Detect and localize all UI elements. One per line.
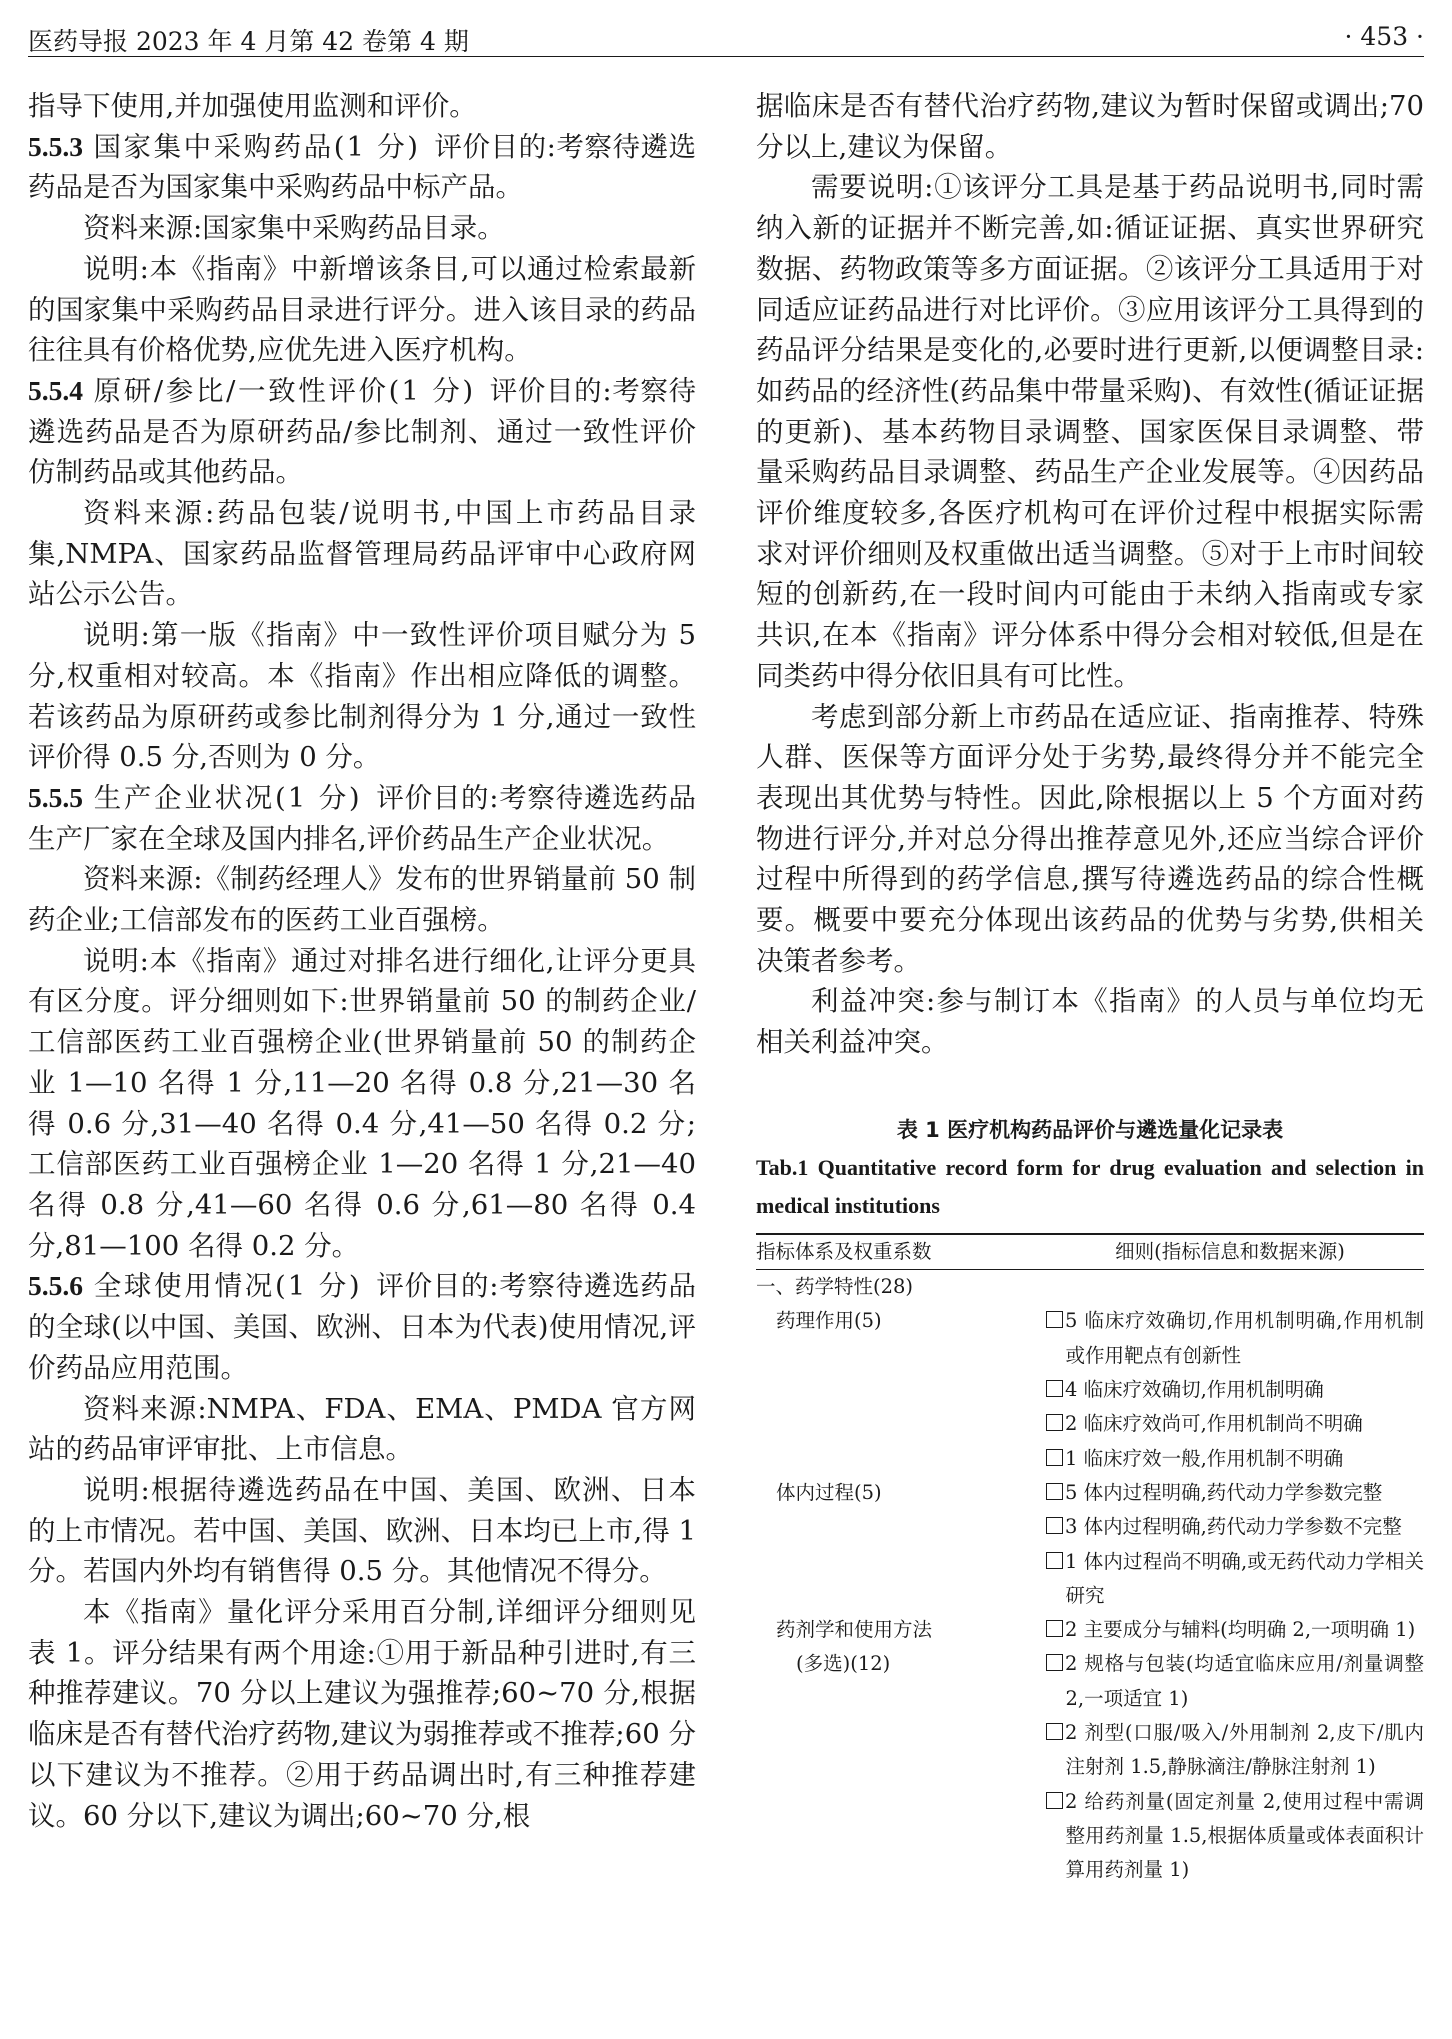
left-column <box>28 86 696 1836</box>
table-header <box>756 1235 1424 1270</box>
table-caption: 表 1 医疗机构药品评价与遴选量化记录表 <box>896 1117 1284 1142</box>
paragraph: 资料来源:《制药经理人》发布的世界销量前 50 制药企业;工信部发布的医药工业百强榜。 <box>28 863 696 937</box>
checkbox[interactable] <box>1046 1449 1063 1466</box>
paragraph: 说明:第一版《指南》中一致性评价项目赋分为 5 分,权重相对较高。本《指南》作出相应降低的调整。若该药品为原研药或参比制剂得分为 1 分,通过一致性评价得 0.5 分,否则为 0 分。 <box>28 619 696 774</box>
paragraph: 资料来源:国家集中采购药品目录。 <box>83 212 505 245</box>
section-text: 评价目的:考察待遴选药品生产厂家在全球及国内排名,评价药品生产企业状况。 <box>28 781 696 855</box>
section-number: 5.5.4 <box>28 374 83 406</box>
indicator-label: 体内过程(5) <box>776 1480 882 1504</box>
section-text: 评价目的:考察待遴选药品的全球(以中国、美国、欧洲、日本为代表)使用情况,评价药品应用范围。 <box>28 1270 696 1384</box>
checkbox[interactable] <box>1046 1792 1063 1809</box>
column-header: 指标体系及权重系数 <box>756 1239 932 1263</box>
checkbox[interactable] <box>1046 1311 1063 1328</box>
section-number: 5.5.5 <box>28 781 83 813</box>
table-row <box>756 1476 1424 1613</box>
option-item: 2 主要成分与辅料(均明确 2,一项明确 1) <box>1046 1613 1424 1647</box>
option-item: 2 给药剂量(固定剂量 2,使用过程中需调整用药剂量 1.5,根据体质量或体表面积计算用药剂量 1) <box>1046 1785 1424 1888</box>
option-item: 5 体内过程明确,药代动力学参数完整 <box>1046 1476 1424 1510</box>
section-text: 评价目的:考察待遴选药品是否为国家集中采购药品中标产品。 <box>28 130 697 204</box>
right-column <box>756 86 1424 1888</box>
journal-issue: 医药导报 2023 年 4 月第 42 卷第 4 期 <box>28 27 469 56</box>
section-title: 全球使用情况(1 分) <box>93 1270 362 1303</box>
option-item: 1 体内过程尚不明确,或无药代动力学相关研究 <box>1046 1545 1424 1614</box>
section-5-5-4 <box>28 371 696 493</box>
paragraph: 据临床是否有替代治疗药物,建议为暂时保留或调出;70 分以上,建议为保留。 <box>756 90 1424 163</box>
section-title: 生产企业状况(1 分) <box>93 781 362 814</box>
option-item: 2 规格与包装(均适宜临床应用/剂量调整 2,一项适宜 1) <box>1046 1647 1424 1716</box>
indicator-label: 药理作用(5) <box>776 1309 882 1333</box>
paragraph: 本《指南》量化评分采用百分制,详细评分细则见表 1。评分结果有两个用途:①用于新品种引进时,有三种推荐建议。70 分以上建议为强推荐;60~70 分,根据临床是否有替代治疗药物,建议为弱推荐或不推荐;60 分以下建议为不推荐。②用于药品调出时,有三种推荐建议。60 分以下,建议为调出;60~70 分,根 <box>28 1596 696 1832</box>
section-text: 评价目的:考察待遴选药品是否为原研药品/参比制剂、通过一致性评价仿制药品或其他药品。 <box>28 374 696 489</box>
checkbox[interactable] <box>1046 1380 1063 1397</box>
table-row <box>756 1613 1424 1887</box>
checkbox[interactable] <box>1046 1414 1063 1431</box>
option-item: 5 临床疗效确切,作用机制明确,作用机制或作用靶点有创新性 <box>1046 1304 1424 1373</box>
paragraph: 资料来源:药品包装/说明书,中国上市药品目录集,NMPA、国家药品监督管理局药品评审中心政府网站公示公告。 <box>28 497 696 611</box>
column-header: 细则(指标信息和数据来源) <box>1115 1239 1345 1263</box>
paragraph: 说明:本《指南》中新增该条目,可以通过检索最新的国家集中采购药品目录进行评分。进入该目录的药品往往具有价格优势,应优先进入医疗机构。 <box>28 252 696 367</box>
paragraph: 指导下使用,并加强使用监测和评价。 <box>28 90 477 122</box>
record-table <box>756 1233 1424 1888</box>
section-number: 5.5.3 <box>28 130 83 162</box>
section-5-5-3 <box>28 127 696 208</box>
page-number: · 453 · <box>1344 22 1424 51</box>
section-number: 5.5.6 <box>28 1270 83 1302</box>
paragraph: 说明:本《指南》通过对排名进行细化,让评分更具有区分度。评分细则如下:世界销量前 50 的制药企业/工信部医药工业百强榜企业(世界销量前 50 的制药企业 1—10 名得 1 分,11—20 名得 0.8 分,21—30 名得 0.6 分,31—40 名得 0.4 分,41—50 名得 0.2 分;工信部医药工业百强榜企业 1—20 名得 1 分,21—40 名得 0.8 分,41—60 名得 0.6 分,61—80 名得 0.4 分,81—100 名得 0.2 分。 <box>28 944 696 1262</box>
section-title: 国家集中采购药品(1 分) <box>93 130 420 163</box>
checkbox[interactable] <box>1046 1552 1063 1569</box>
paragraph: 考虑到部分新上市药品在适应证、指南推荐、特殊人群、医保等方面评分处于劣势,最终得分并不能完全表现出其优势与特性。因此,除根据以上 5 个方面对药物进行评分,并对总分得出推荐意见外,还应当综合评价过程中所得到的药学信息,撰写待遴选药品的综合性概要。概要中要充分体现出该药品的优势与劣势,供相关决策者参考。 <box>756 700 1424 977</box>
option-item: 4 临床疗效确切,作用机制明确 <box>1046 1373 1424 1407</box>
paragraph: 需要说明:①该评分工具是基于药品说明书,同时需纳入新的证据并不断完善,如:循证证据、真实世界研究数据、药物政策等多方面证据。②该评分工具适用于对同适应证药品进行对比评价。③应用该评分工具得到的药品评分结果是变化的,必要时进行更新,以便调整目录:如药品的经济性(药品集中带量采购)、有效性(循证证据的更新)、基本药物目录调整、国家医保目录调整、带量采购药品目录调整、药品生产企业发展等。④因药品评价维度较多,各医疗机构可在评价过程中根据实际需求对评价细则及权重做出适当调整。⑤对于上市时间较短的创新药,在一段时间内可能由于未纳入指南或专家共识,在本《指南》评分体系中得分会相对较低,但是在同类药中得分依旧具有可比性。 <box>756 171 1424 692</box>
table-row <box>756 1270 1424 1304</box>
indicator-label: 药剂学和使用方法 (多选)(12) <box>776 1618 933 1676</box>
group-label: 一、药学特性(28) <box>756 1275 914 1299</box>
checkbox[interactable] <box>1046 1723 1063 1740</box>
checkbox[interactable] <box>1046 1517 1063 1534</box>
section-title: 原研/参比/一致性评价(1 分) <box>93 374 476 407</box>
option-item: 3 体内过程明确,药代动力学参数不完整 <box>1046 1510 1424 1544</box>
paragraph: 说明:根据待遴选药品在中国、美国、欧洲、日本的上市情况。若中国、美国、欧洲、日本均已上市,得 1 分。若国内外均有销售得 0.5 分。其他情况不得分。 <box>28 1473 696 1588</box>
section-5-5-5 <box>28 778 696 859</box>
running-header <box>28 22 1424 57</box>
checkbox[interactable] <box>1046 1654 1063 1671</box>
table-row <box>756 1304 1424 1475</box>
section-5-5-6 <box>28 1266 696 1388</box>
option-item: 2 剂型(口服/吸入/外用制剂 2,皮下/肌内注射剂 1.5,静脉滴注/静脉注射剂 1) <box>1046 1716 1424 1785</box>
paragraph: 利益冲突:参与制订本《指南》的人员与单位均无相关利益冲突。 <box>756 985 1424 1059</box>
table-caption-english: Tab.1 Quantitative record form for drug evaluation and selection in medical institutions <box>756 1154 1424 1218</box>
checkbox[interactable] <box>1046 1620 1063 1637</box>
option-item: 2 临床疗效尚可,作用机制尚不明确 <box>1046 1407 1424 1441</box>
checkbox[interactable] <box>1046 1483 1063 1500</box>
option-item: 1 临床疗效一般,作用机制不明确 <box>1046 1442 1424 1476</box>
paragraph: 资料来源:NMPA、FDA、EMA、PMDA 官方网站的药品审评审批、上市信息。 <box>28 1392 696 1466</box>
